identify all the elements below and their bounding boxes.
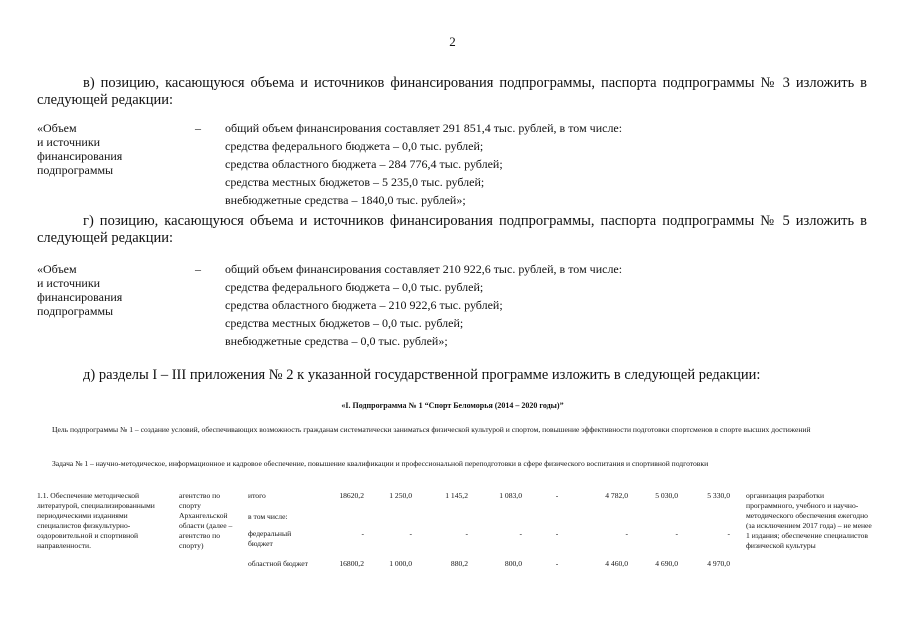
source-cell: итого bbox=[248, 491, 266, 500]
goal-text-body: Цель подпрограммы № 1 – создание условий, обеспечивающих возможность гражданам систематически заниматься физической культурой и спортом, повышение эффективности подготовки спортсменов в спорте высших достижений bbox=[52, 425, 811, 434]
paragraph-v bbox=[37, 75, 867, 109]
goal-text bbox=[37, 425, 868, 435]
label-line: подпрограммы bbox=[37, 304, 114, 318]
value-cell: - bbox=[465, 529, 468, 538]
value-cell: - bbox=[675, 529, 678, 538]
value-cell: 1 000,0 bbox=[389, 559, 412, 568]
executor-cell: агентство по спорту Архангельской области (далее – агентство по спорту) bbox=[179, 491, 233, 550]
value-cell: 1 250,0 bbox=[389, 491, 412, 500]
financing-line: внебюджетные средства – 1840,0 тыс. рублей»; bbox=[225, 193, 466, 207]
value-cell: 800,0 bbox=[504, 559, 522, 568]
value-cell: 880,2 bbox=[450, 559, 468, 568]
source-cell: федеральный бюджет bbox=[248, 529, 292, 548]
financing-line: внебюджетные средства – 0,0 тыс. рублей»; bbox=[225, 334, 448, 348]
financing-line: средства федерального бюджета – 0,0 тыс. рублей; bbox=[225, 139, 484, 153]
value-cell: - bbox=[555, 529, 559, 538]
paragraph-g-text: г) позицию, касающуюся объема и источников финансирования подпрограммы, паспорта подпрограммы № 5 изложить в следующей редакции: bbox=[37, 213, 867, 246]
financing-line: средства областного бюджета – 284 776,4 тыс. рублей; bbox=[225, 157, 503, 171]
value-cell: - bbox=[519, 529, 522, 538]
financing-line: общий объем финансирования составляет 210 922,6 тыс. рублей, в том числе: bbox=[225, 262, 623, 276]
value-cell: 1 083,0 bbox=[499, 491, 522, 500]
financing-line: средства местных бюджетов – 0,0 тыс. рублей; bbox=[225, 316, 464, 330]
value-cell: 5 030,0 bbox=[655, 491, 678, 500]
value-cell: 4 782,0 bbox=[605, 491, 628, 500]
page-number: 2 bbox=[449, 34, 456, 49]
paragraph-d bbox=[37, 367, 867, 384]
financing-line: общий объем финансирования составляет 291 851,4 тыс. рублей, в том числе: bbox=[225, 121, 623, 135]
value-cell: 4 690,0 bbox=[655, 559, 678, 568]
financing-line: средства местных бюджетов – 5 235,0 тыс. рублей; bbox=[225, 175, 485, 189]
financing-lines-2 bbox=[225, 262, 622, 352]
dash: – bbox=[195, 262, 201, 276]
measure-cell: 1.1. Обеспечение методической литературой, специализированными периодическими изданиями специалистов физкультурно-оздоровительной и спортивной направленности. bbox=[37, 491, 155, 550]
value-cell: - bbox=[625, 529, 628, 538]
paragraph-d-text: д) разделы I – III приложения № 2 к указанной государственной программе изложить в следующей редакции: bbox=[83, 367, 761, 383]
financing-label-1 bbox=[37, 121, 187, 177]
label-line: финансирования bbox=[37, 290, 123, 304]
financing-label-2 bbox=[37, 262, 187, 318]
label-line: подпрограммы bbox=[37, 163, 114, 177]
value-cell: 1 145,2 bbox=[445, 491, 468, 500]
value-cell: - bbox=[555, 559, 559, 568]
value-cell: 4 460,0 bbox=[605, 559, 628, 568]
paragraph-g bbox=[37, 213, 867, 247]
value-cell: 4 970,0 bbox=[707, 559, 730, 568]
result-cell: организация разработки программного, учебного и научно-методического обеспечения ежегодно (за исключением 2017 года) – не менее 1 издания; обеспечение специалистов физической культуры bbox=[746, 491, 872, 550]
label-line: и источники bbox=[37, 135, 101, 149]
value-cell: - bbox=[409, 529, 412, 538]
value-cell: - bbox=[361, 529, 364, 538]
program-table bbox=[0, 491, 905, 621]
financing-line: средства федерального бюджета – 0,0 тыс. рублей; bbox=[225, 280, 484, 294]
source-cell: областной бюджет bbox=[248, 559, 308, 568]
financing-line: средства областного бюджета – 210 922,6 тыс. рублей; bbox=[225, 298, 503, 312]
value-cell: 18620,2 bbox=[339, 491, 364, 500]
value-cell: 5 330,0 bbox=[707, 491, 730, 500]
section-title: «I. Подпрограмма № 1 “Спорт Беломорья (2014 – 2020 годы)” bbox=[341, 401, 564, 410]
financing-lines-1 bbox=[225, 121, 622, 211]
dash: – bbox=[195, 121, 201, 135]
paragraph-v-text: в) позицию, касающуюся объема и источников финансирования подпрограммы, паспорта подпрограммы № 3 изложить в следующей редакции: bbox=[37, 75, 867, 108]
value-cell: 16800,2 bbox=[339, 559, 364, 568]
source-cell: в том числе: bbox=[248, 512, 288, 521]
label-line: финансирования bbox=[37, 149, 123, 163]
task-text bbox=[37, 459, 868, 469]
label-line: «Объем bbox=[37, 262, 77, 276]
label-line: и источники bbox=[37, 276, 101, 290]
value-cell: - bbox=[555, 491, 559, 500]
label-line: «Объем bbox=[37, 121, 77, 135]
task-text-body: Задача № 1 – научно-методическое, информационное и кадровое обеспечение, повышение квалификации и профессиональной переподготовки в сфере физического воспитания и спортивной подготовки bbox=[52, 459, 709, 468]
value-cell: - bbox=[727, 529, 730, 538]
